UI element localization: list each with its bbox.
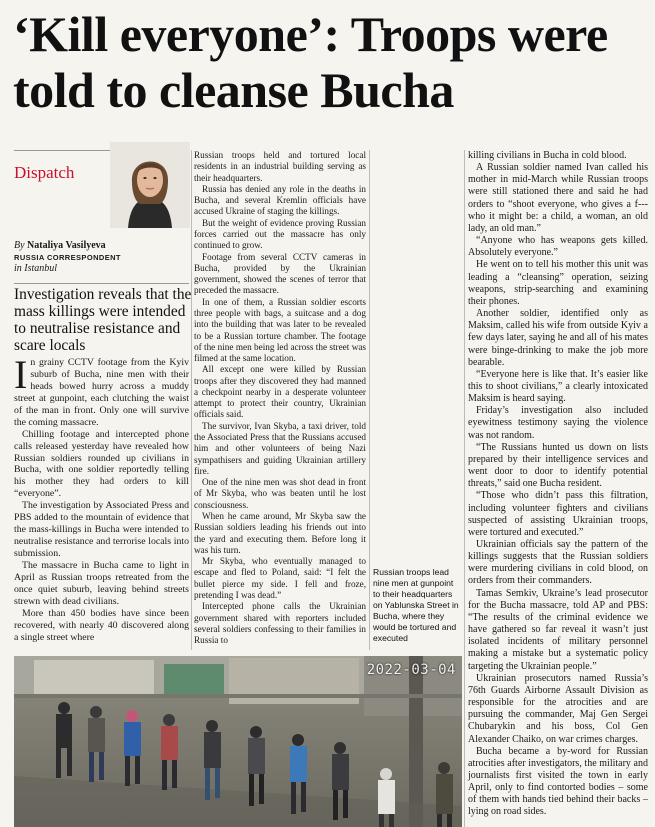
column-2-first: Russian troops held and tortured local residents in an industrial building serving as their headquarters. [194, 150, 366, 183]
author-location: in Istanbul [14, 263, 58, 274]
paragraph: Ukrainian prosecutors named Russia’s 76th Guards Airborne Assault Division as responsible for the atrocities and are pursuing the commander, Maj Gen Sergei Chubarykin and his boss, Col Gen Alexander Chaiko, on war crimes charges. [468, 672, 648, 745]
paragraph: Friday’s investigation also included eyewitness testimony saying the violence was not random. [468, 405, 648, 441]
paragraph: Another soldier, identified only as Maksim, called his wife from outside Kyiv a few days later, saying he and all of his mates were binge-drinking to make the job more bearable. [468, 308, 648, 368]
paragraph: Bucha became a by-word for Russian atrocities after investigators, the military and journalists first visited the town in early April, only to find contorted bodies – some of them with hands tied behind their backs – lying on road sides. [468, 745, 648, 818]
headline: ‘Kill everyone’: Troops were told to cleanse Bucha [13, 6, 608, 118]
paragraph: “The Russians hunted us down on lists prepared by their intelligence services and went door to door to identify potential threats,” said one Bucha resident. [468, 441, 648, 490]
paragraph: When he came around, Mr Skyba saw the Russian soldiers leading his friends out into the yard and executing them. Before long it was his turn. [194, 511, 366, 555]
author-role: RUSSIA CORRESPONDENT [14, 252, 121, 262]
column-divider [369, 150, 370, 650]
paragraph: A Russian soldier named Ivan called his mother in mid-March while Russian troops were still stationed there and said he had orders to “shoot everyone, who gives a f--- who it might be: a child, a woman, an old lady, an old man.” [468, 162, 648, 234]
drop-cap: I [14, 352, 28, 397]
byline-author [14, 240, 189, 252]
paragraph: More than 450 bodies have since been recovered, with nearly 40 discovered along a single street where [14, 607, 189, 643]
standfirst: Investigation reveals that the mass killings were intended to neutralise resistance and scare locals [14, 286, 192, 354]
byline-prefix: By [14, 240, 25, 251]
article-column-2 [194, 150, 366, 646]
paragraph: Russia has denied any role in the deaths in Bucha, and several Kremlin officials have accused Ukraine of staging the killings. [194, 183, 366, 217]
paragraph: “Those who didn’t pass this filtration, including volunteer fighters and civilians suspected of assisting Ukrainian troops, were tortured and executed.” [468, 490, 648, 538]
column-divider [191, 150, 192, 650]
column-divider [464, 150, 465, 827]
photo-caption: Russian troops lead nine men at gunpoint to their headquarters on Yablunska Street in Bucha, where they would be tortured and executed [373, 567, 459, 643]
paragraph: “Everyone here is like that. It’s easier like this to shoot civilians,” a clearly intoxicated Maksim is heard saying. [468, 368, 648, 405]
paragraph: Tamas Semkiv, Ukraine’s lead prosecutor for the Bucha massacre, told AP and PBS: “The results of the criminal evidence we have gathered so far reveal it wasn’t just isolated incidents of military personnel making a mistake but a systematic policy targeting the Ukrainian people.” [468, 587, 648, 672]
cctv-photo [14, 656, 462, 827]
standfirst-rule [14, 283, 189, 284]
paragraph: The massacre in Bucha came to light in April as Russian troops retreated from the once quiet suburb, leaving behind streets strewn with dead civilians. [14, 559, 189, 607]
cctv-timestamp: 2022-03-04 [366, 662, 456, 678]
paragraph: Chilling footage and intercepted phone calls released yesterday have revealed how Russian soldiers rounded up civilians in Bucha, with one soldier reportedly telling his mother they had orders to kill “everyone”. [14, 428, 189, 500]
paragraph: Ukrainian officials say the pattern of the killings suggests that the Russian soldiers were murdering civilians in cold blood, on orders from their commanders. [468, 539, 648, 587]
author-name: Nataliya Vasilyeva [27, 240, 106, 251]
paragraph: The survivor, Ivan Skyba, a taxi driver, told the Associated Press that the Russians accused him and other volunteers of being Nazi sympathisers and guiding Ukrainian artillery fire. [194, 420, 366, 476]
cctv-scene-image [14, 656, 462, 827]
paragraph: Footage from several CCTV cameras in Bucha, provided by the Ukrainian government, showed the scenes of terror that preceded the massacre. [194, 251, 366, 296]
paragraph: “Anyone who has weapons gets killed. Absolutely everyone.” [468, 235, 648, 259]
paragraph: The investigation by Associated Press and PBS added to the mountain of evidence that the mass-killings in Bucha were intended to neutralise resistance and terrorise locals into submission. [14, 500, 189, 559]
author-portrait-image [110, 142, 190, 228]
paragraph: Mr Skyba, who eventually managed to escape and fled to Poland, said: “I felt the bullet pierce my side. I fell and froze, pretending I was dead.” [194, 556, 366, 600]
column-4-first: killing civilians in Bucha in cold blood. [468, 150, 627, 161]
paragraph: He went on to tell his mother this unit was leading a “cleansing” operation, seizing weapons, strip-searching and examining their phones. [468, 259, 648, 307]
article-column-4 [468, 150, 648, 819]
paragraph: Intercepted phone calls the Ukrainian government shared with reporters included several soldiers confessing to their families in Russia to [194, 601, 366, 646]
paragraph: One of the nine men was shot dead in front of Mr Skyba, who was beaten until he lost consciousness. [194, 477, 366, 510]
article-column-1 [14, 352, 189, 644]
lead-text: n grainy CCTV footage from the Kyiv suburb of Bucha, nine men with their heads bowed hurry across a muddy street at gunpoint, each clutching the waist of the man in front. Only one will survive the coming massacre. [14, 357, 189, 428]
paragraph: All except one were killed by Russian troops after they discovered they had manned a checkpoint nearby in a desperate volunteer attempt to protect their country, Ukrainian officials said. [194, 364, 366, 420]
byline [14, 240, 189, 275]
lead-paragraph [14, 352, 189, 429]
paragraph: In one of them, a Russian soldier escorts three people with bags, a suitcase and a dog into the building that was later to be revealed to be a Russian torture chamber. The footage of the nine men being led across the street was filmed at the same location. [194, 296, 366, 364]
paragraph: But the weight of evidence proving Russian forces carried out the massacre has only continued to grow. [194, 217, 366, 251]
author-portrait [110, 142, 190, 228]
section-label: Dispatch [14, 163, 75, 182]
